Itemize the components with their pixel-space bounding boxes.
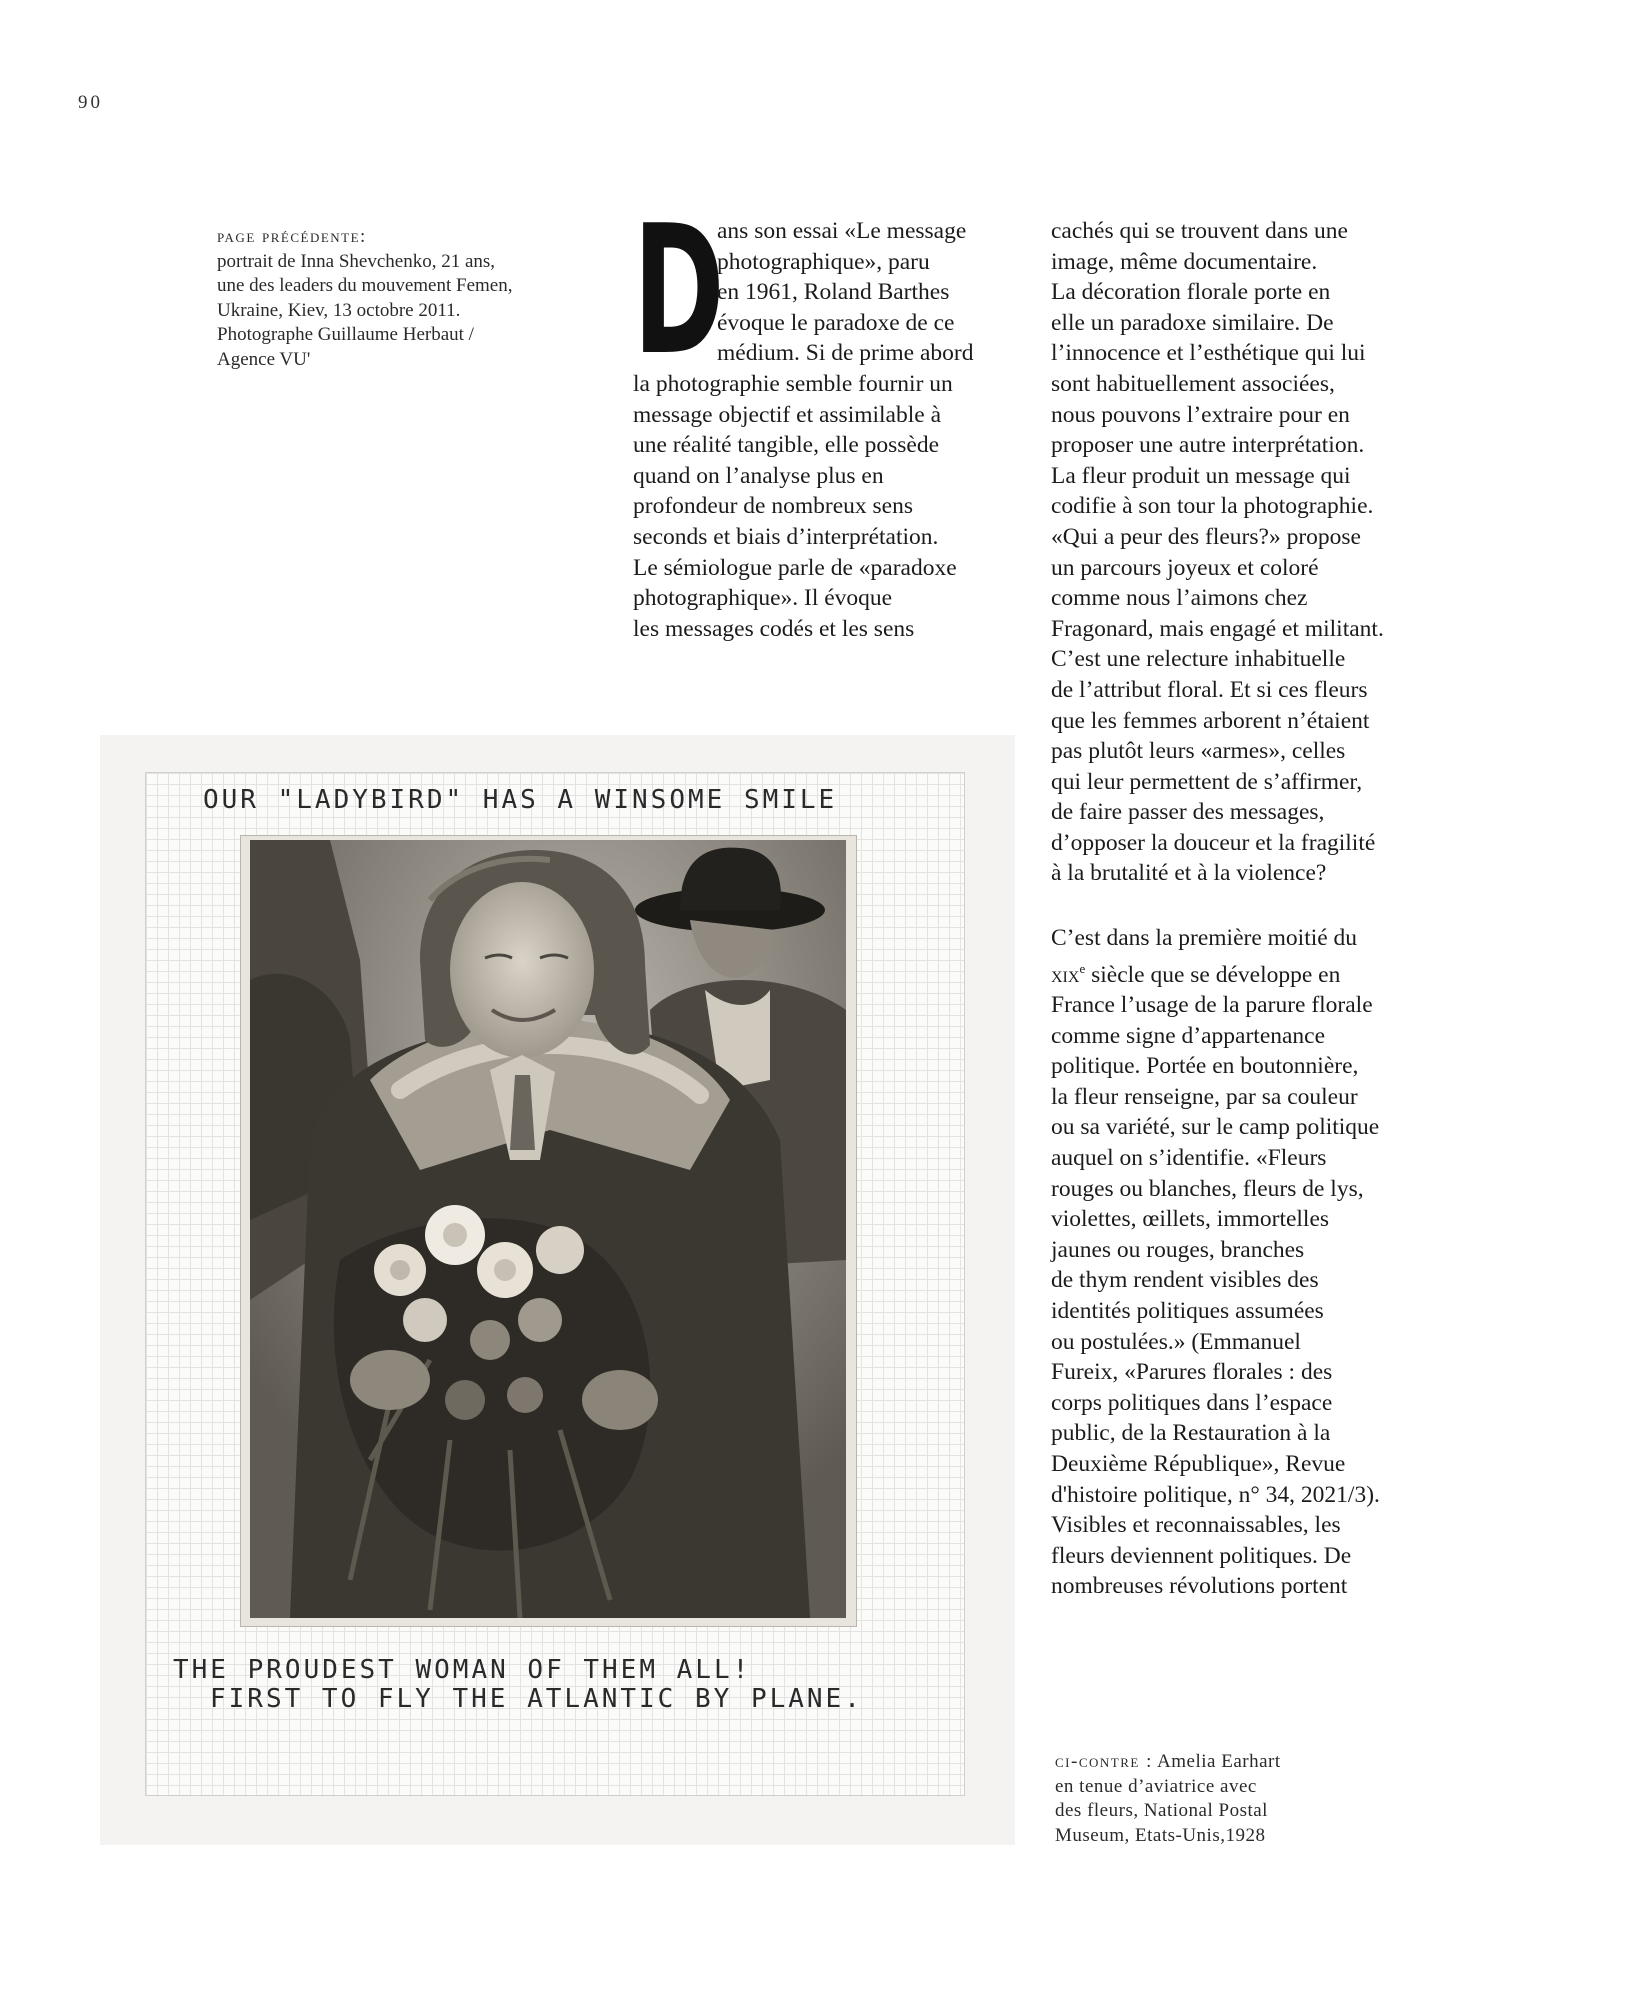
text-line: jaunes ou rouges, branches <box>1051 1236 1305 1263</box>
handwritten-caption-top: OUR "LADYBIRD" HAS A WINSOME SMILE <box>203 785 838 815</box>
caption-first-line <box>1055 1750 1385 1775</box>
caption-line: Ukraine, Kiev, 13 octobre 2011. <box>217 299 461 321</box>
caption-previous-page <box>217 225 607 372</box>
text-line: proposer une autre interprétation. <box>1051 432 1365 459</box>
page-number: 90 <box>78 92 103 113</box>
text-line: en 1961, Roland Barthes <box>717 279 950 306</box>
handwritten-caption-bottom-1: THE PROUDEST WOMAN OF THEM ALL! <box>173 1655 752 1685</box>
text-line: elle un paradoxe similaire. De <box>1051 309 1334 336</box>
amelia-earhart-photo <box>250 840 846 1618</box>
photo-illustration <box>250 840 846 1618</box>
text-line: nous pouvons l’extraire pour en <box>1051 401 1350 428</box>
paragraph-gap <box>1051 889 1451 923</box>
caption-line: Museum, Etats-Unis,1928 <box>1055 1824 1266 1846</box>
text-line: la photographie semble fournir un <box>633 370 953 397</box>
text-line: ans son essai «Le message <box>717 218 967 244</box>
text-line: d'histoire politique, n° 34, 2021/3). <box>1051 1481 1380 1508</box>
caption-line: une des leaders du mouvement Femen, <box>217 275 513 296</box>
article-column-1 <box>633 187 1023 644</box>
text-line: Fragonard, mais engagé et militant. <box>1051 615 1384 642</box>
text-line: photographique», paru <box>717 248 930 275</box>
text-line: un parcours joyeux et coloré <box>1051 554 1319 581</box>
text-line: public, de la Restauration à la <box>1051 1420 1331 1447</box>
text-line: violettes, œillets, immortelles <box>1051 1206 1330 1233</box>
text-fragment: siècle que se développe en <box>1085 961 1341 988</box>
text-line: nombreuses révolutions portent <box>1051 1573 1348 1600</box>
caption-opposite <box>1055 1750 1385 1848</box>
handwritten-caption-bottom-2: FIRST TO FLY THE ATLANTIC BY PLANE. <box>210 1684 863 1714</box>
text-line: cachés qui se trouvent dans une <box>1051 218 1348 244</box>
text-line: corps politiques dans l’espace <box>1051 1389 1333 1416</box>
caption-text: Amelia Earhart <box>1152 1751 1281 1772</box>
text-line: la fleur renseigne, par sa couleur <box>1051 1083 1358 1110</box>
text-line: «Qui a peur des fleurs?» propose <box>1051 523 1361 550</box>
text-line: une réalité tangible, elle possède <box>633 432 940 459</box>
text-line: seconds et biais d’interprétation. <box>633 523 939 550</box>
century-superscript: e <box>1079 960 1086 976</box>
caption-label: page précédente: <box>217 226 367 247</box>
caption-label: ci-contre : <box>1055 1751 1153 1772</box>
text-line: médium. Si de prime abord <box>717 340 974 367</box>
text-line: que les femmes arborent n’étaient <box>1051 707 1370 734</box>
text-line: à la brutalité et à la violence? <box>1051 860 1327 887</box>
text-line <box>1051 954 1451 990</box>
caption-line: en tenue d’aviatrice avec <box>1055 1775 1257 1797</box>
text-line: C’est dans la première moitié du <box>1051 925 1358 952</box>
text-line: auquel on s’identifie. «Fleurs <box>1051 1145 1327 1172</box>
text-line: quand on l’analyse plus en <box>633 462 884 489</box>
text-line: Visibles et reconnaissables, les <box>1051 1512 1341 1539</box>
caption-line: Agence VU' <box>217 348 311 370</box>
text-line: identités politiques assumées <box>1051 1298 1324 1325</box>
text-line: les messages codés et les sens <box>633 615 915 642</box>
text-line: profondeur de nombreux sens <box>633 493 913 520</box>
text-line: ou postulées.» (Emmanuel <box>1051 1328 1301 1355</box>
text-line: de l’attribut floral. Et si ces fleurs <box>1051 676 1368 703</box>
text-line: message objectif et assimilable à <box>633 401 942 428</box>
text-line: de thym rendent visibles des <box>1051 1267 1319 1294</box>
article-column-2 <box>1051 216 1451 1602</box>
text-line: photographique». Il évoque <box>633 585 893 612</box>
text-line: rouges ou blanches, fleurs de lys, <box>1051 1175 1364 1202</box>
text-line: politique. Portée en boutonnière, <box>1051 1053 1359 1080</box>
text-line: fleurs deviennent politiques. De <box>1051 1542 1352 1569</box>
text-line: pas plutôt leurs «armes», celles <box>1051 738 1346 765</box>
caption-line: des fleurs, National Postal <box>1055 1800 1268 1821</box>
text-line: comme signe d’appartenance <box>1051 1022 1326 1049</box>
text-line: sont habituellement associées, <box>1051 370 1335 397</box>
text-line: qui leur permettent de s’affirmer, <box>1051 768 1363 795</box>
text-line: La décoration florale porte en <box>1051 279 1331 306</box>
century-numeral: xix <box>1051 961 1080 988</box>
text-line: d’opposer la douceur et la fragilité <box>1051 829 1376 856</box>
text-line: image, même documentaire. <box>1051 248 1318 275</box>
text-line: comme nous l’aimons chez <box>1051 585 1308 612</box>
caption-line: portrait de Inna Shevchenko, 21 ans, <box>217 250 496 272</box>
text-line: Le sémiologue parle de «paradoxe <box>633 554 957 581</box>
text-line: codifie à son tour la photographie. <box>1051 493 1374 520</box>
text-line: l’innocence et l’esthétique qui lui <box>1051 340 1366 367</box>
text-line: C’est une relecture inhabituelle <box>1051 646 1346 673</box>
text-line: Fureix, «Parures florales : des <box>1051 1359 1333 1386</box>
text-line: Deuxième République», Revue <box>1051 1450 1346 1477</box>
text-line: évoque le paradoxe de ce <box>717 309 955 336</box>
text-line: de faire passer des messages, <box>1051 799 1325 826</box>
drop-cap: D <box>633 187 725 394</box>
caption-line: Photographe Guillaume Herbaut / <box>217 324 474 345</box>
text-line: ou sa variété, sur le camp politique <box>1051 1114 1380 1141</box>
text-line: France l’usage de la parure florale <box>1051 992 1373 1019</box>
text-line: La fleur produit un message qui <box>1051 462 1351 489</box>
